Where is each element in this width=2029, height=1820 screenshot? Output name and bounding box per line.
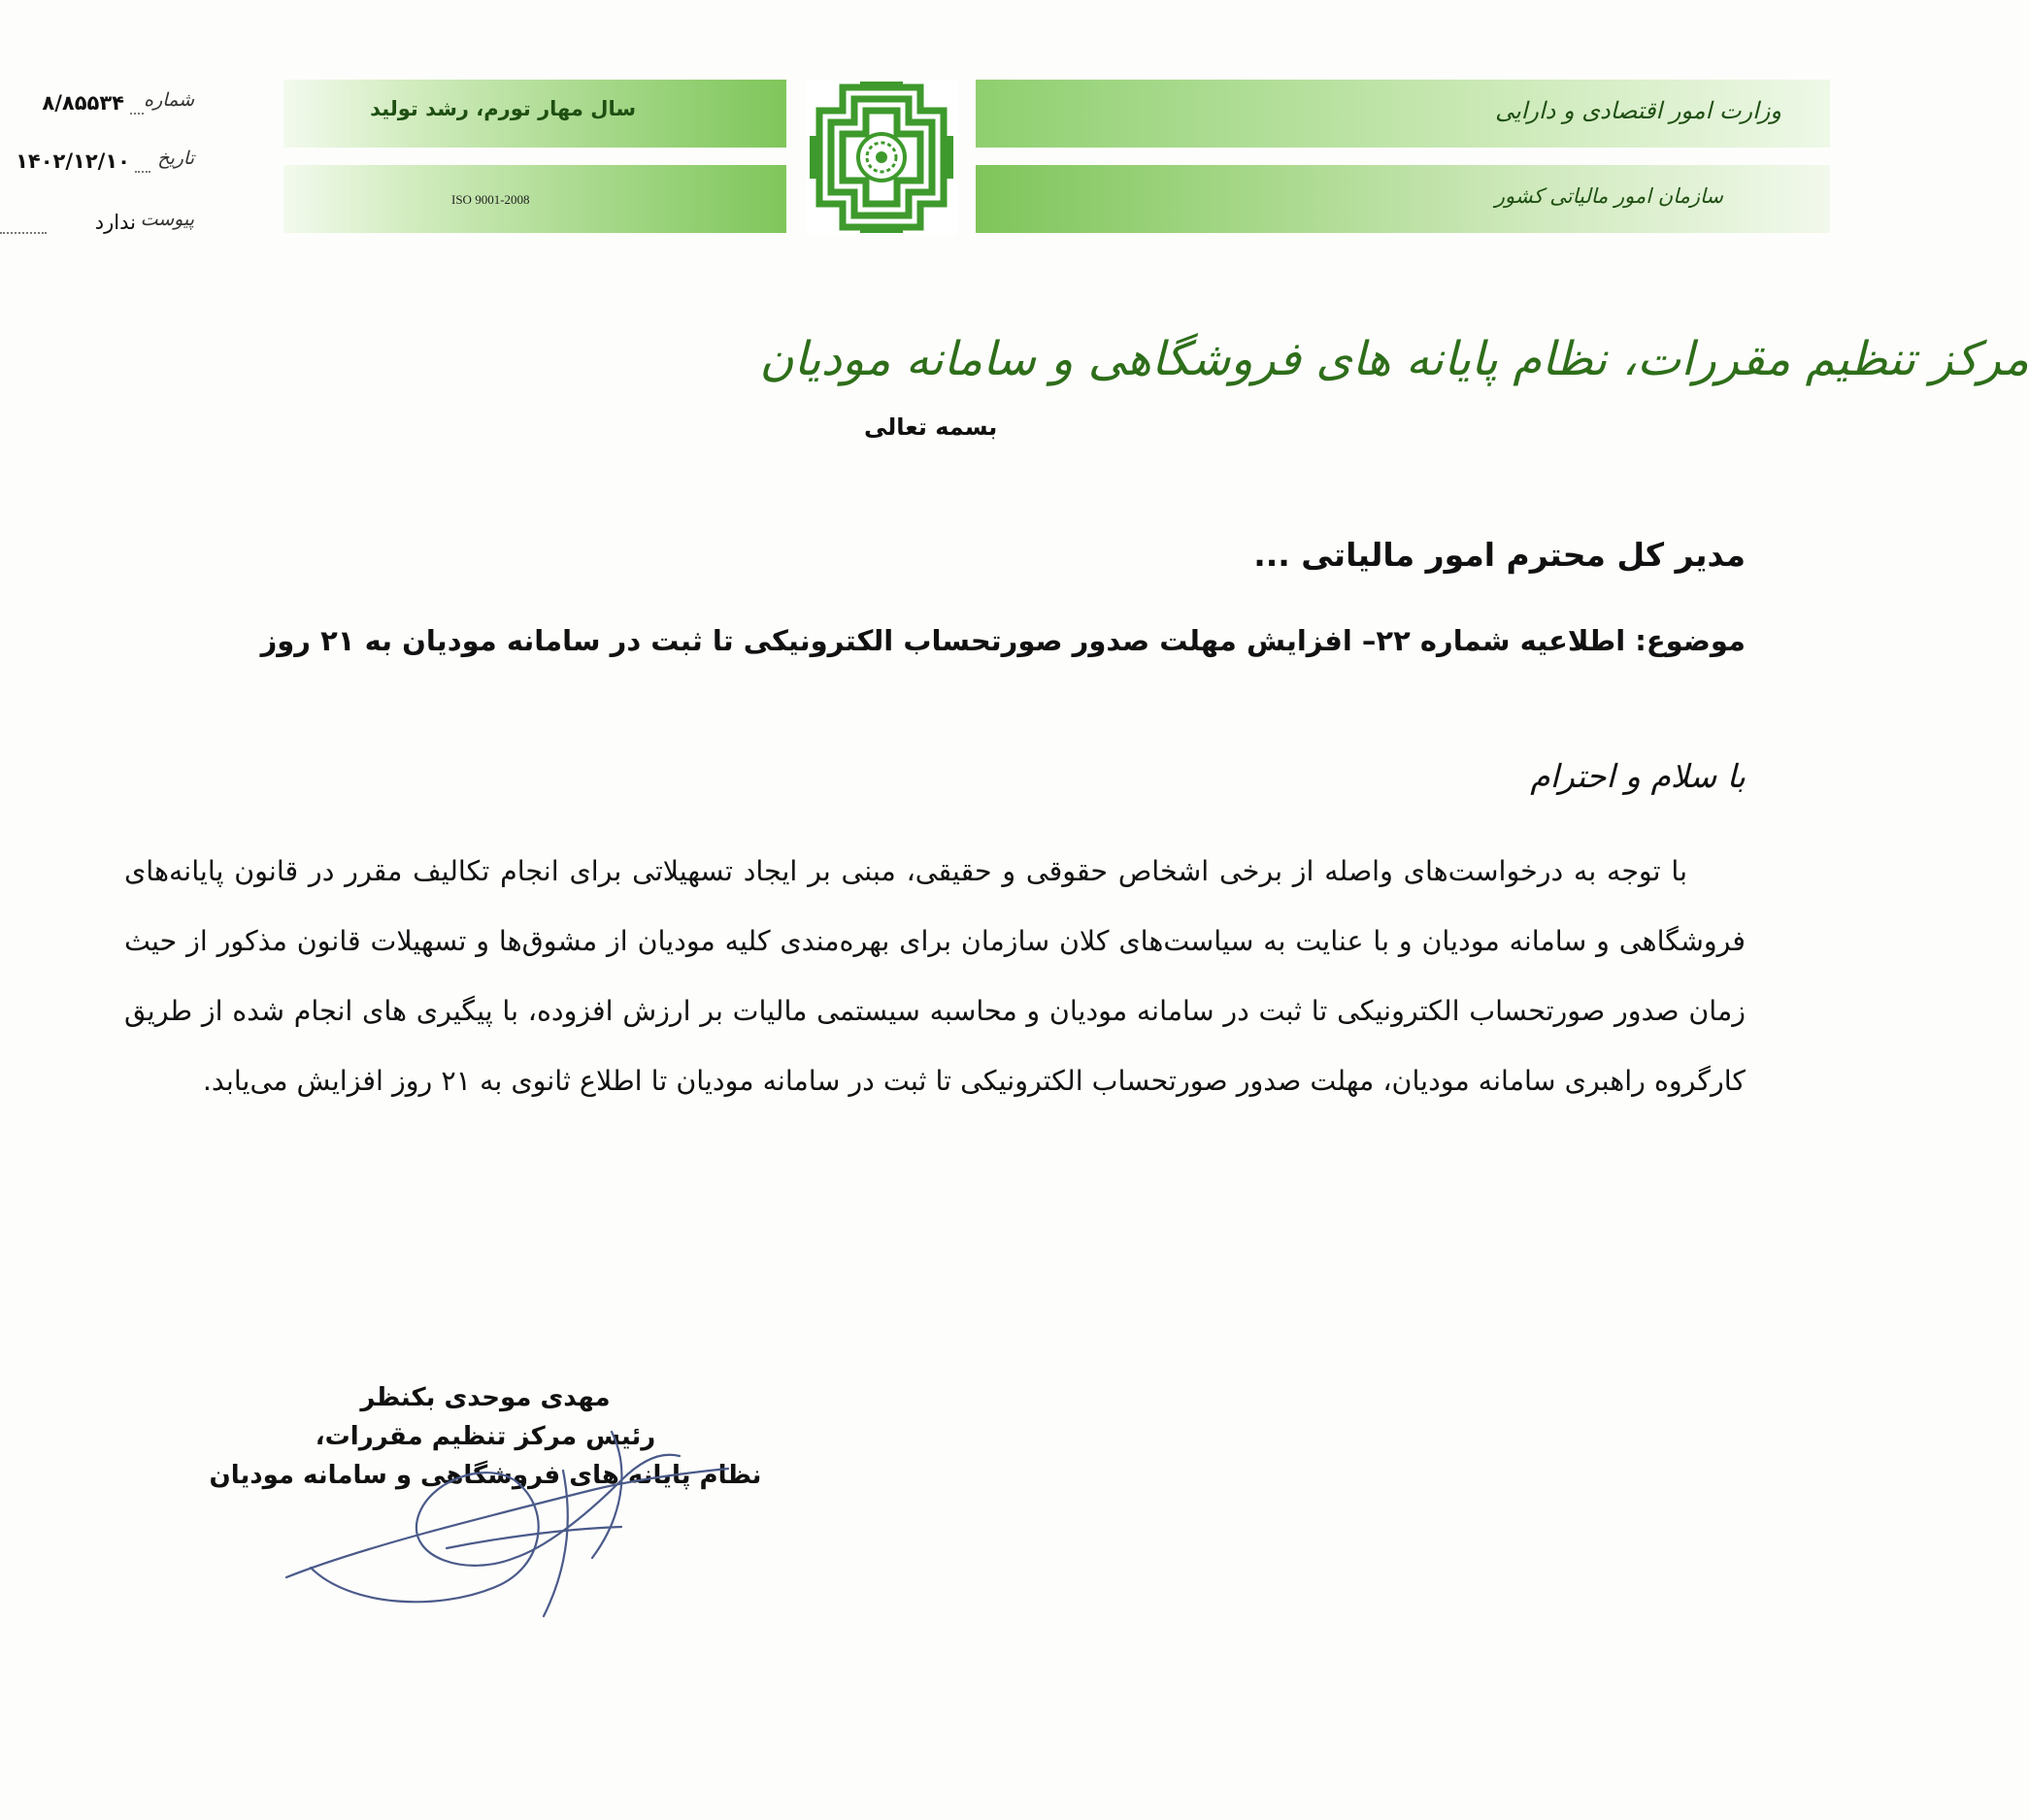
letter-greeting: با سلام و احترام [1530,757,1746,795]
letter-body: با توجه به درخواست‌های واصله از برخی اشخاص حقوقی و حقیقی، مبنی بر ایجاد تسهیلاتی برای انجام تکالیف مقرر در قانون پایانه‌های فروشگاهی و سامانه مودیان و با عنایت به سیاست‌های کلان سازمان برای بهره‌مندی کلیه مودیان از مشوق‌ها و تسهیلات قانون مذکور از حیث زمان صدور صورتحساب الکترونیکی تا ثبت در سامانه مودیان و محاسبه سیستمی مالیات بر ارزش افزوده، با پیگیری های انجام شده از طریق کارگروه راهبری سامانه مودیان، مهلت صدور صورتحساب الکترونیکی تا ثبت در سامانه مودیان تا اطلاع ثانوی به ۲۱ روز افزایش می‌یابد. [124,855,1746,1097]
registry-date-label: تاریخ [157,148,194,169]
registry-number-row [0,89,194,128]
registry-number-value: ۸/۸۵۵۳۴ [42,91,124,115]
registry-date-row [0,148,194,186]
bismillah: بسمه تعالی [864,414,998,441]
ministry-name: وزارت امور اقتصادی و دارایی [1495,97,1781,124]
handwritten-signature [272,1412,738,1626]
letter-recipient: مدیر کل محترم امور مالیاتی ... [1253,536,1746,574]
registry-attachment-label: پیوست [140,209,194,230]
signatory-title-line2: نظام پایانه های فروشگاهی و سامانه مودیان [209,1461,762,1490]
dotted-line [130,113,144,115]
signatory-title-line1: رئیس مرکز تنظیم مقررات، [315,1422,656,1451]
center-name-calligraphy: مرکز تنظیم مقررات، نظام پایانه های فروشگاهی و سامانه مودیان [759,332,2029,386]
iso-certification: ISO 9001-2008 [451,192,530,207]
dotted-line [0,232,47,234]
letterhead-band-iso [283,165,786,233]
letter-subject: موضوع: اطلاعیه شماره ۲۲– افزایش مهلت صدور صورتحساب الکترونیکی تا ثبت در سامانه مودیان به ۲۱ روز [260,624,1746,657]
year-slogan: سال مهار تورم، رشد تولید [370,97,636,120]
registry-attachment-value: ندارد [94,211,136,234]
tax-organization-emblem-icon [804,78,959,237]
registry-date-value: ۱۴۰۲/۱۲/۱۰ [16,149,130,173]
dotted-line [135,171,150,173]
registry-attachment-row [0,209,194,248]
organization-name: سازمان امور مالیاتی کشور [1494,184,1723,208]
signatory-name: مهدی موحدی بکنظر [360,1383,611,1412]
registry-number-label: شماره [144,89,194,111]
